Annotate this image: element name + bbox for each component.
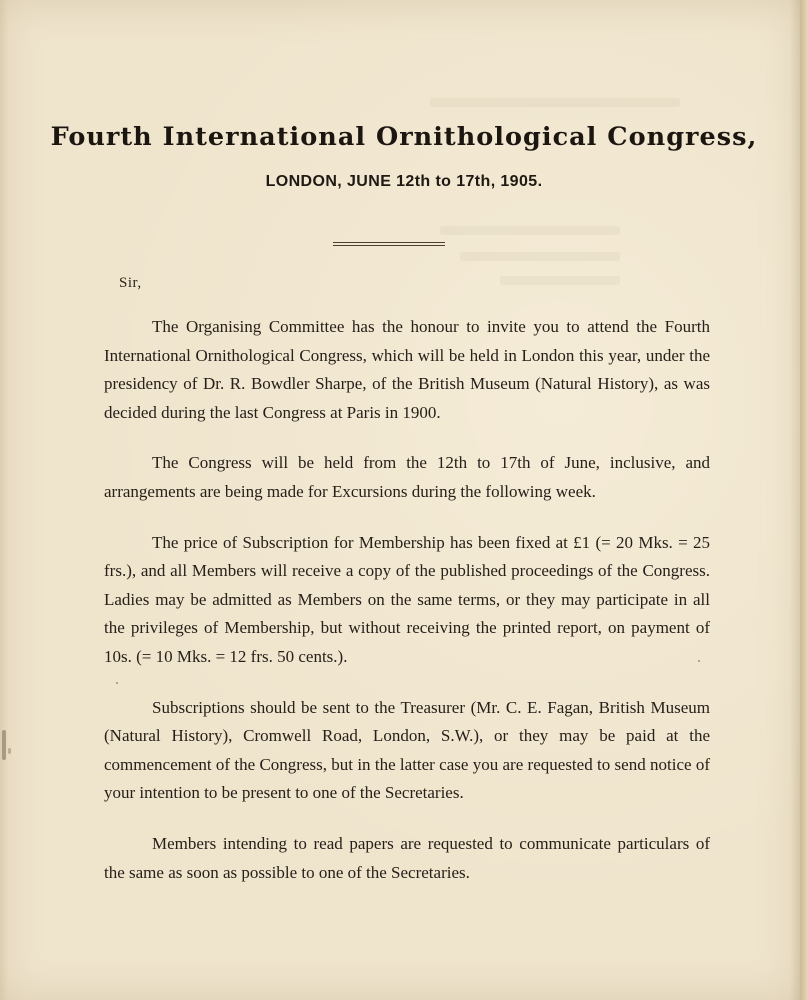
paragraph-papers: Members intending to read papers are requested to communicate particulars of the same as soon as possible to one of the Secretaries.	[104, 833, 710, 882]
letter-body	[104, 313, 710, 887]
paragraph-treasurer: Subscriptions should be sent to the Treasurer (Mr. C. E. Fagan, British Museum (Natural History), Cromwell Road, London, S.W.), or they may be paid at the commencement of the Congress, but in the latter case you are requested to send notice of your intention to be present to one of the Secretaries.	[104, 697, 710, 803]
document-subtitle: LONDON, JUNE 12th to 17th, 1905.	[265, 173, 543, 190]
salutation: Sir,	[119, 275, 142, 291]
ink-speck	[698, 660, 700, 662]
paragraph-subscription-price: The price of Subscription for Membership has been fixed at £1 (= 20 Mks. = 25 frs.), and all Members will receive a copy of the published proceedings of the Congress. Ladies may be admitted as Members on the same terms, or they may participate in all the privileges of Membership, but without receiving the printed report, on payment of 10s. (= 10 Mks. = 12 frs. 50 cents.).	[104, 532, 710, 666]
document-title: Fourth International Ornithological Congress,	[50, 122, 758, 151]
divider-rule-lower	[333, 245, 445, 246]
paragraph-invitation: The Organising Committee has the honour to invite you to attend the Fourth International Ornithological Congress, which will be held in London this year, under the presidency of Dr. R. Bowdler Sharpe, of the British Museum (Natural History), as was decided during the last Congress at Paris in 1900.	[104, 317, 710, 422]
page-edge	[800, 0, 808, 1000]
ink-speck	[116, 682, 118, 684]
binding-mark	[2, 730, 6, 760]
binding-mark	[8, 748, 11, 754]
divider-rule	[333, 242, 445, 243]
paragraph-dates: The Congress will be held from the 12th to 17th of June, inclusive, and arrangements are being made for Excursions during the following week.	[104, 453, 710, 501]
